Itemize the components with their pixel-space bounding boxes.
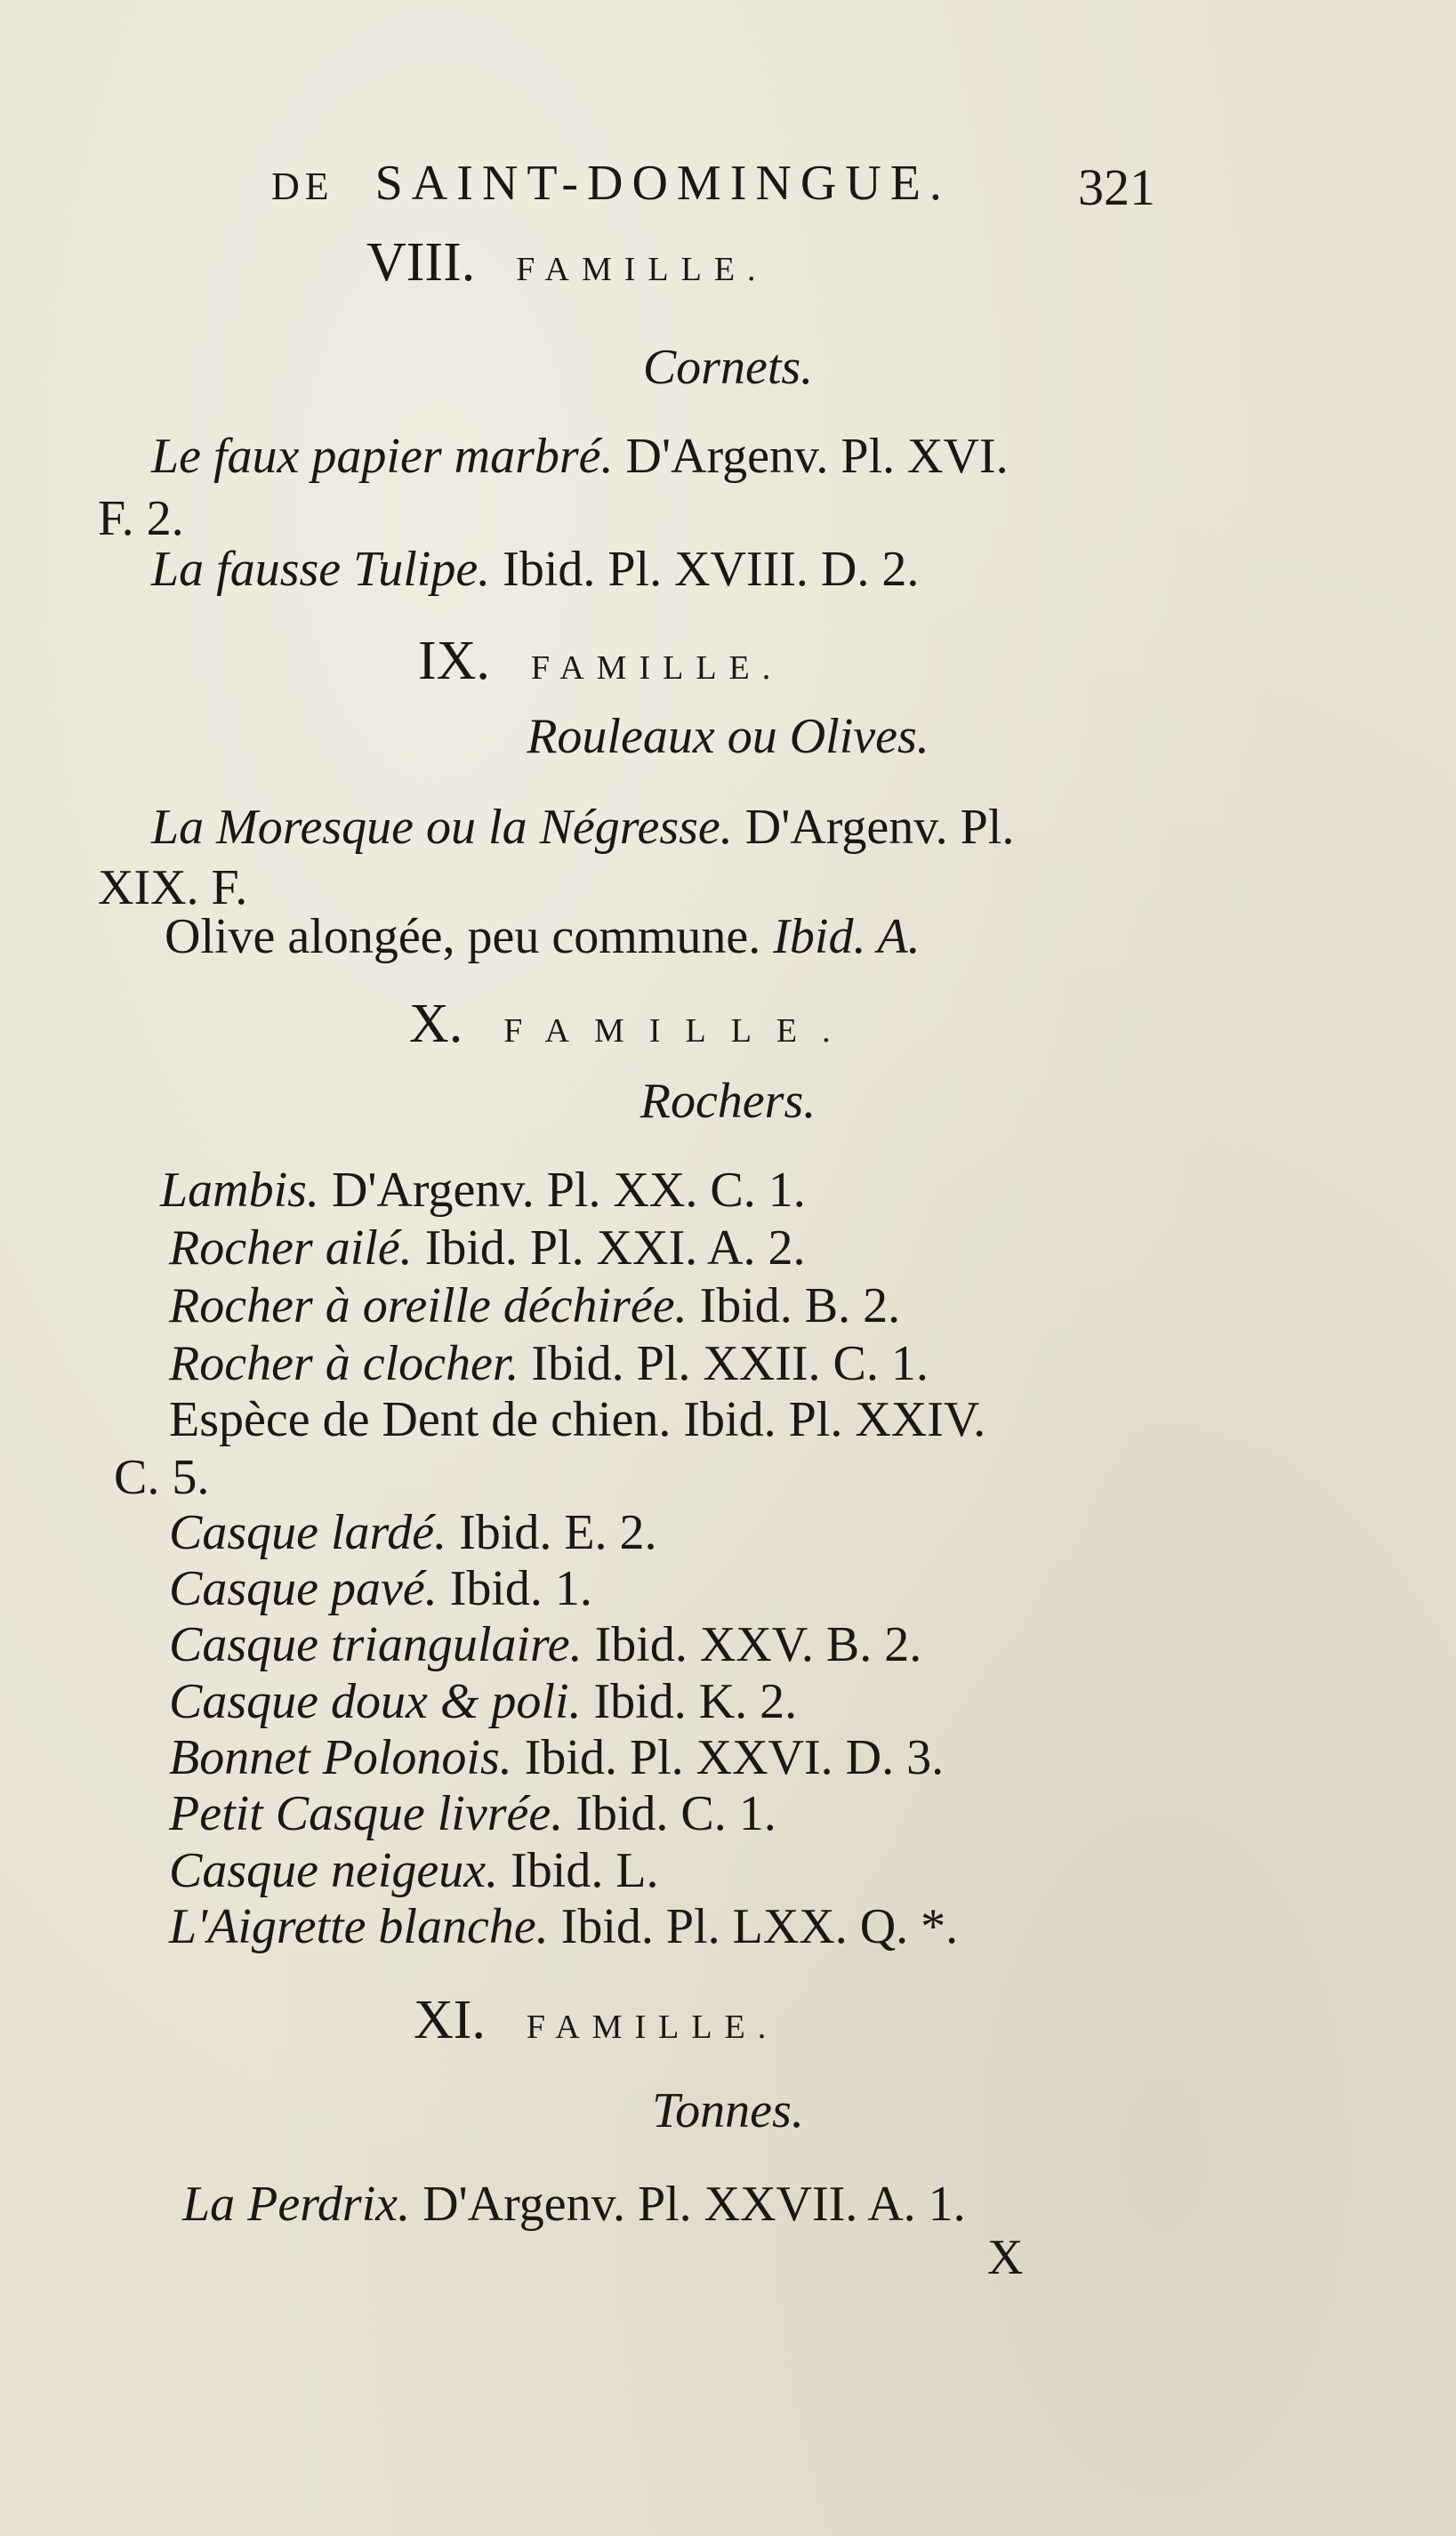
catchword: X	[987, 2230, 1024, 2285]
entry-line	[169, 1336, 929, 1391]
entry-ref: Ibid. 1.	[449, 1561, 592, 1616]
family-heading	[409, 994, 856, 1054]
family-number: XI.	[414, 1990, 486, 2050]
family-subtitle: Tonnes.	[652, 2083, 804, 2138]
entry-ref: Ibid. A.	[773, 909, 921, 964]
entry-name: Espèce de Dent de chien.	[169, 1392, 672, 1447]
entry-name: Casque pavé.	[169, 1561, 438, 1616]
entry-name: L'Aigrette blanche.	[169, 1899, 549, 1954]
entry-continuation: C. 5.	[114, 1450, 210, 1505]
entry-line	[169, 1786, 776, 1841]
entry-line	[169, 1730, 945, 1785]
family-subtitle: Cornets.	[642, 340, 814, 395]
entry-ref: D'Argenv. Pl.	[744, 800, 1015, 855]
entry-ref: Ibid. Pl. XXVI. D. 3.	[524, 1730, 945, 1785]
entry-line	[169, 1220, 806, 1276]
family-subtitle: Rouleaux ou Olives.	[527, 709, 929, 764]
entry-name: Petit Casque livrée.	[169, 1786, 564, 1841]
entry-continuation: XIX. F.	[98, 860, 248, 915]
entry-name: La Moresque ou la Négresse.	[151, 800, 733, 855]
family-word: FAMILLE.	[530, 649, 784, 687]
entry-name: Casque neigeux.	[169, 1843, 499, 1898]
entry-name: Bonnet Polonois.	[169, 1730, 512, 1785]
family-heading	[418, 631, 784, 691]
entry-ref: Ibid. Pl. XXIV.	[683, 1392, 986, 1447]
entry-name: La Perdrix.	[182, 2177, 411, 2232]
entry-name: Casque triangulaire.	[169, 1617, 583, 1672]
entry-name: Le faux papier marbré.	[151, 429, 614, 484]
entry-line	[169, 1561, 592, 1616]
entry-ref: Ibid. B. 2.	[699, 1278, 901, 1333]
entry-name: Rocher ailé.	[169, 1220, 413, 1276]
entry-name: Olive alongée, peu commune.	[165, 909, 761, 964]
entry-line	[169, 1278, 901, 1333]
entry-ref: D'Argenv. Pl. XX. C. 1.	[331, 1163, 806, 1218]
entry-line	[169, 1899, 959, 1954]
entry-ref: Ibid. Pl. XXI. A. 2.	[424, 1220, 806, 1276]
entry-ref: D'Argenv. Pl. XXVII. A. 1.	[422, 2177, 966, 2232]
entry-ref: Ibid. Pl. LXX. Q. *.	[560, 1899, 959, 1954]
family-heading	[366, 232, 768, 293]
entry-ref: Ibid. E. 2.	[459, 1505, 657, 1560]
running-header	[271, 156, 951, 211]
entry-ref: Ibid. Pl. XVIII. D. 2.	[503, 542, 920, 597]
family-heading	[414, 1990, 779, 2050]
entry-line	[151, 429, 1009, 484]
family-number: IX.	[418, 631, 490, 691]
header-title: SAINT-DOMINGUE.	[374, 156, 951, 211]
entry-line	[160, 1163, 806, 1218]
family-word: FAMILLE.	[526, 2009, 779, 2046]
entry-line	[169, 1674, 798, 1729]
entry-name: Casque lardé.	[169, 1505, 447, 1560]
entry-line	[169, 1617, 922, 1672]
entry-line	[169, 1843, 659, 1898]
family-word: FAMILLE.	[516, 251, 768, 288]
entry-line	[169, 1392, 986, 1447]
entry-line	[169, 1505, 657, 1560]
family-number: VIII.	[366, 232, 476, 293]
header-prefix: DE	[271, 165, 334, 208]
entry-ref: D'Argenv. Pl. XVI.	[625, 429, 1009, 484]
entry-ref: Ibid. XXV. B. 2.	[594, 1617, 922, 1672]
entry-ref: Ibid. L.	[511, 1843, 659, 1898]
entry-ref: Ibid. C. 1.	[575, 1786, 776, 1841]
family-word: FAMILLE.	[503, 1012, 856, 1050]
entry-name: Casque doux & poli.	[169, 1674, 582, 1729]
entry-line	[151, 800, 1015, 855]
entry-name: La fausse Tulipe.	[151, 542, 491, 597]
entry-line	[165, 909, 921, 964]
page-number: 321	[1078, 158, 1155, 216]
entry-line	[151, 542, 920, 597]
entry-ref: Ibid. K. 2.	[593, 1674, 798, 1729]
family-subtitle: Rochers.	[640, 1074, 816, 1129]
entry-name: Rocher à clocher.	[169, 1336, 519, 1391]
entry-name: Rocher à oreille déchirée.	[169, 1278, 688, 1333]
entry-line	[182, 2177, 966, 2232]
entry-ref: Ibid. Pl. XXII. C. 1.	[531, 1336, 929, 1391]
entry-continuation: F. 2.	[98, 491, 184, 546]
family-number: X.	[409, 994, 463, 1054]
entry-name: Lambis.	[160, 1163, 319, 1218]
